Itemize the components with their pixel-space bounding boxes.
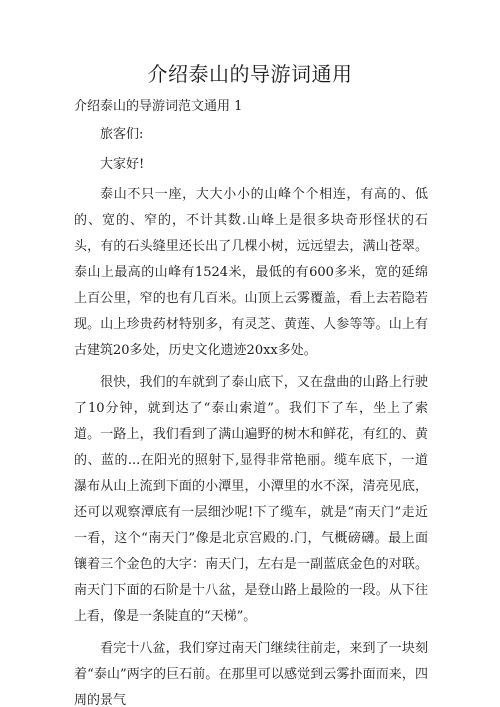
document-subtitle: 介绍泰山的导游词范文通用 1 [74,99,243,114]
paragraph-greeting-everyone: 大家好! [100,157,145,172]
document-title: 介绍泰山的导游词通用 [147,62,353,86]
paragraph-mountain-description: 泰山不只一座，大大小小的山峰个个相连，有高的、低的、宽的、窄的，不计其数.山峰上是很多块奇形怪状的石头，有的石头缝里还长出了几棵小树，远远望去，满山苍翠。泰山上最高的山峰有1524米，最低的有600多米，宽的延绵上百公里，窄的也有几百米。山顶上云雾覆盖，看上去若隐若现。山上珍贵药材特别多，有灵芝、黄莲、人参等等。山上有古建筑20多处，历史文化遗迹20xx多处。 [74,187,428,358]
paragraph-taishan-stone: 看完十八盆，我们穿过南天门继续往前走，来到了一块刻着“泰山”两字的巨石前。在那里可以感觉到云雾扑面而来，四周的景气 [74,641,428,707]
paragraph-cable-car-journey: 很快，我们的车就到了泰山底下，又在盘曲的山路上行驶了10分钟，就到达了“泰山索道”。我们下了车，坐上了索道。一路上，我们看到了满山遍野的树木和鲜花，有红的、黄的、蓝的...在阳光的照射下,显得非常艳丽。缆车底下，一道瀑布从山上流到下面的小潭里，小潭里的水不深，清亮见底，还可以观察潭底有一层细沙呢!下了缆车，就是“南天门”走近一看，这个“南天门”像是北京宫殿的.门，气概磅礴。最上面镶着三个金色的大字：南天门，左右是一副蓝底金色的对联。南天门下面的石阶是十八盆，是登山路上最险的一段。从下往上看，像是一条陡直的“天梯”。 [74,375,428,624]
document-body [74,122,428,707]
paragraph-greeting-travelers: 旅客们: [100,127,144,142]
